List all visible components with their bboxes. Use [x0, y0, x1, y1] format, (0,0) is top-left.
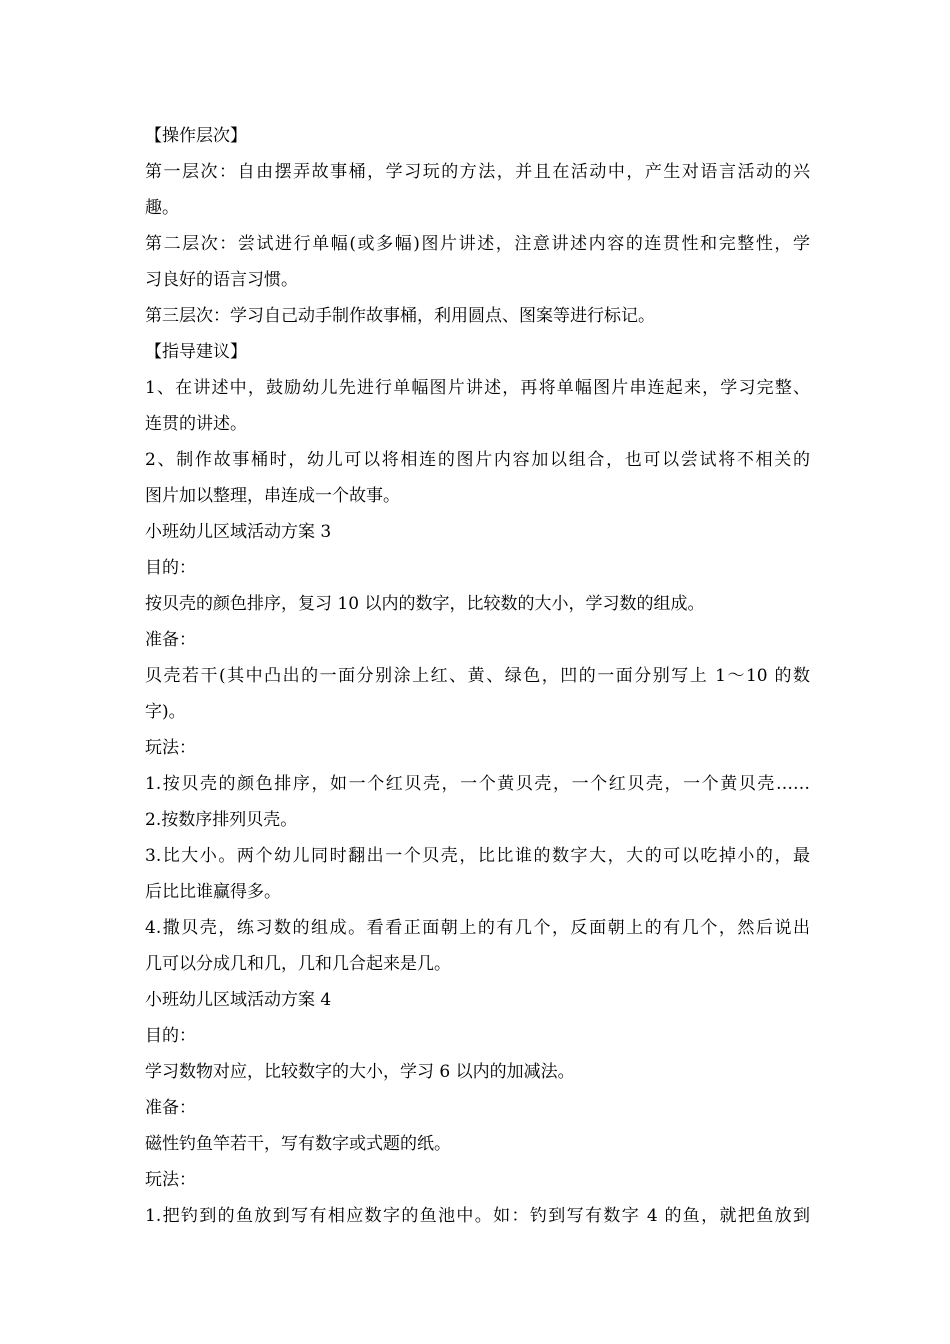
text-line: 2.按数序排列贝壳。: [145, 810, 298, 830]
text-line: 1.把钓到的鱼放到写有相应数字的鱼池中。如：钓到写有数字 4 的鱼，就把鱼放到: [145, 1206, 810, 1226]
text-line: 学习数物对应，比较数字的大小，学习 6 以内的加减法。: [145, 1062, 575, 1082]
text-line: 小班幼儿区域活动方案 4: [145, 990, 332, 1010]
text-line: 小班幼儿区域活动方案 3: [145, 522, 332, 542]
text-line: 趣。: [145, 198, 179, 218]
text-line: 几可以分成几和几，几和几合起来是几。: [145, 954, 451, 974]
text-line: 1、在讲述中，鼓励幼儿先进行单幅图片讲述，再将单幅图片串连起来，学习完整、: [145, 378, 810, 398]
text-line: 玩法：: [145, 738, 196, 758]
text-line: 按贝壳的颜色排序，复习 10 以内的数字，比较数的大小，学习数的组成。: [145, 594, 705, 614]
text-line: 【指导建议】: [145, 342, 247, 362]
text-line: 目的：: [145, 1026, 196, 1046]
text-line: 3.比大小。两个幼儿同时翻出一个贝壳，比比谁的数字大，大的可以吃掉小的，最: [145, 846, 810, 866]
text-line: 目的：: [145, 558, 196, 578]
text-line: 磁性钓鱼竿若干，写有数字或式题的纸。: [145, 1134, 451, 1154]
text-line: 2、制作故事桶时，幼儿可以将相连的图片内容加以组合，也可以尝试将不相关的: [145, 450, 810, 470]
text-line: 连贯的讲述。: [145, 414, 247, 434]
text-line: 第三层次：学习自己动手制作故事桶，利用圆点、图案等进行标记。: [145, 306, 655, 326]
text-line: 图片加以整理，串连成一个故事。: [145, 486, 400, 506]
text-line: 习良好的语言习惯。: [145, 270, 298, 290]
text-line: 第二层次：尝试进行单幅(或多幅)图片讲述，注意讲述内容的连贯性和完整性，学: [145, 234, 810, 254]
text-line: 贝壳若干(其中凸出的一面分别涂上红、黄、绿色，凹的一面分别写上 1～10 的数: [145, 666, 810, 686]
text-line: 1.按贝壳的颜色排序，如一个红贝壳，一个黄贝壳，一个红贝壳，一个黄贝壳……: [145, 774, 810, 794]
text-line: 准备：: [145, 1098, 196, 1118]
text-line: 准备：: [145, 630, 196, 650]
text-line: 4.撒贝壳，练习数的组成。看看正面朝上的有几个，反面朝上的有几个，然后说出: [145, 918, 810, 938]
text-line: 后比比谁赢得多。: [145, 882, 281, 902]
document-page: [145, 118, 810, 1234]
text-line: 玩法：: [145, 1170, 196, 1190]
text-line: 【操作层次】: [145, 126, 247, 146]
text-line: 第一层次：自由摆弄故事桶，学习玩的方法，并且在活动中，产生对语言活动的兴: [145, 162, 810, 182]
text-line: 字)。: [145, 702, 186, 722]
